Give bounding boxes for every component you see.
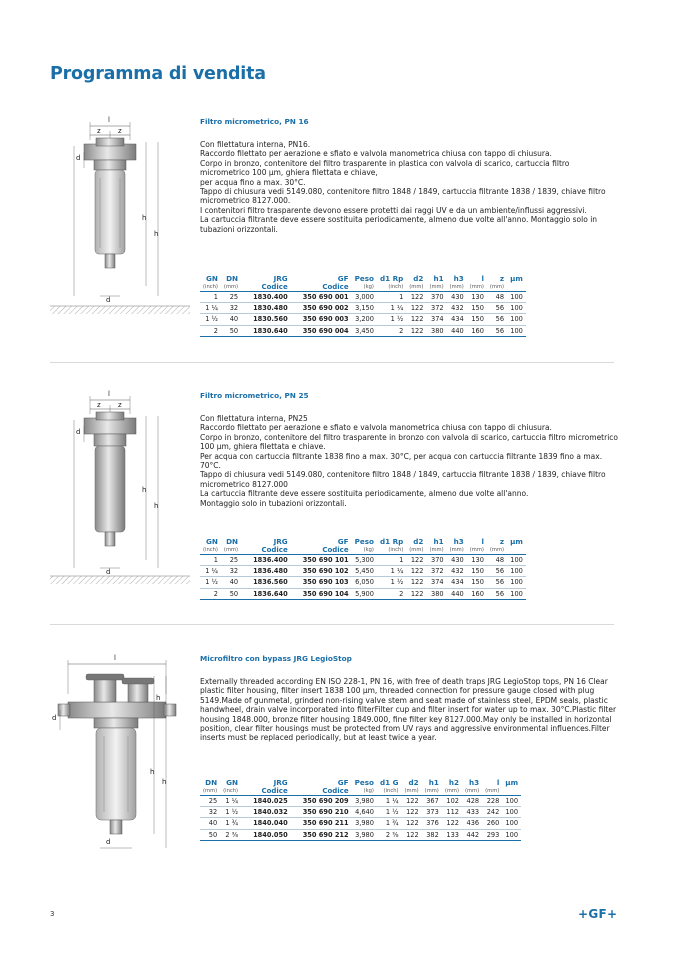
table-row	[200, 303, 526, 314]
cell: 160	[467, 588, 487, 599]
cell: 1 ½	[377, 577, 406, 588]
cell: 56	[487, 588, 507, 599]
cell: 293	[482, 829, 502, 840]
drawing-label-h1: h	[142, 214, 147, 222]
unit-cell: (inch)	[377, 546, 406, 555]
cell: 1840.050	[241, 829, 291, 840]
unit-cell: Codice	[241, 283, 291, 292]
column-header: JRG	[273, 273, 288, 283]
cell: 3,980	[352, 829, 377, 840]
section-description	[200, 414, 618, 508]
cell: 122	[406, 303, 426, 314]
paragraph: Tappo di chiusura vedi 5149.080, contenitore filtro 1848 / 1849, cartuccia filtrante 1838 / 1839, chiave filtro micrometrico 8127.000	[200, 470, 606, 489]
column-header: Peso	[354, 777, 374, 787]
table-row	[200, 818, 521, 829]
column-header: Peso	[354, 273, 374, 283]
cell: 376	[422, 818, 442, 829]
drawing-label-z: z	[118, 401, 122, 409]
cell: 122	[406, 566, 426, 577]
paragraph: I contenitori filtro trasparente devono essere protetti dai raggi UV e da un ambiente/influssi aggressivi.	[200, 205, 587, 215]
unit-cell: Codice	[291, 283, 352, 292]
paragraph: Corpo in bronzo, contenitore del filtro trasparente in plastica con valvola di scarico, cartuccia filtro micrometrico 100 µm, ghiera filettata e chiave,	[200, 158, 570, 178]
unit-cell: (mm)	[442, 787, 462, 796]
cell: 2	[377, 325, 406, 336]
cell: 100	[502, 829, 521, 840]
cell: 442	[462, 829, 482, 840]
cell: 1 ½	[377, 807, 402, 818]
table-row	[200, 292, 526, 303]
cell: 3,150	[352, 303, 377, 314]
cell: 112	[442, 807, 462, 818]
column-header: d2	[413, 536, 424, 546]
filter-pn16-drawing	[50, 118, 190, 322]
column-header: l	[481, 273, 484, 283]
drawing-label-h1: h	[142, 486, 147, 494]
table-row	[200, 555, 526, 566]
section-description	[200, 677, 618, 743]
cell: 100	[507, 566, 526, 577]
column-header: l	[481, 536, 484, 546]
cell: 436	[462, 818, 482, 829]
cell: 160	[467, 325, 487, 336]
cell: 440	[447, 325, 467, 336]
cell: 380	[426, 588, 446, 599]
cell: 133	[442, 829, 462, 840]
cell: 1 ¼	[377, 796, 402, 807]
cell: 350 690 001	[291, 292, 352, 303]
cell: 350 690 004	[291, 325, 352, 336]
cell: 1	[377, 292, 406, 303]
paragraph: Montaggio solo in tubazioni orizzontali.	[200, 498, 347, 508]
cell: 100	[502, 807, 521, 818]
cell: 4,640	[352, 807, 377, 818]
unit-cell: (mm)	[221, 283, 241, 292]
cell: 1	[200, 555, 221, 566]
cell: 1 ½	[200, 314, 221, 325]
drawing-label-d1: d	[52, 714, 57, 722]
column-header: h2	[448, 777, 459, 787]
column-header: GF	[337, 777, 349, 787]
column-header: h1	[428, 777, 439, 787]
spec-table	[200, 273, 526, 337]
cell: 1 ¼	[377, 303, 406, 314]
cell: 370	[426, 555, 446, 566]
paragraph: Con filettatura interna, PN16.	[200, 140, 311, 149]
cell: 1836.400	[241, 555, 291, 566]
cell: 350 690 102	[291, 566, 352, 577]
cell: 2	[200, 588, 221, 599]
unit-cell	[502, 787, 521, 796]
cell: 350 690 212	[291, 829, 352, 840]
column-header: JRG	[273, 536, 288, 546]
cell: 40	[200, 818, 220, 829]
cell: 122	[406, 555, 426, 566]
column-header: d1 Rp	[379, 536, 404, 546]
cell: 1830.400	[241, 292, 291, 303]
paragraph: Tappo di chiusura vedi 5149.080, contenitore filtro 1848 / 1849, cartuccia filtrante 1838 / 1839, chiave filtro micrometrico 8127.000.	[200, 187, 606, 206]
unit-cell: (inch)	[200, 283, 221, 292]
drawing-label-h3: h	[154, 502, 159, 510]
cell: 56	[487, 303, 507, 314]
cell: 1836.640	[241, 588, 291, 599]
spec-table	[200, 536, 526, 600]
column-header: d1 G	[379, 777, 399, 787]
drawing-label-d2: d	[106, 838, 111, 846]
cell: 373	[422, 807, 442, 818]
drawing-label-h3: h	[154, 230, 159, 238]
column-header: GN	[226, 777, 239, 787]
cell: 350 690 210	[291, 807, 352, 818]
units-row	[200, 546, 526, 555]
unit-cell: (mm)	[447, 283, 467, 292]
cell: 100	[507, 325, 526, 336]
cell: 1836.480	[241, 566, 291, 577]
cell: 122	[406, 292, 426, 303]
header-row	[200, 273, 526, 283]
column-header: DN	[205, 777, 218, 787]
cell: 1 ½	[377, 314, 406, 325]
cell: 5,900	[352, 588, 377, 599]
column-header: d2	[413, 273, 424, 283]
section-title: Microfiltro con bypass JRG LegioStop	[200, 654, 352, 663]
page-number: 3	[50, 910, 55, 918]
cell: 122	[402, 796, 422, 807]
column-header: µm	[505, 777, 519, 787]
cell: 25	[221, 555, 241, 566]
section-description	[200, 140, 618, 234]
unit-cell	[507, 283, 526, 292]
cell: 428	[462, 796, 482, 807]
unit-cell: (mm)	[487, 283, 507, 292]
table-row	[200, 796, 521, 807]
unit-cell: (mm)	[467, 283, 487, 292]
cell: 2	[377, 588, 406, 599]
cell: 350 690 209	[291, 796, 352, 807]
cell: 5,450	[352, 566, 377, 577]
cell: 48	[487, 292, 507, 303]
cell: 1830.640	[241, 325, 291, 336]
drawing-label-h2: h	[156, 694, 161, 702]
cell: 100	[507, 314, 526, 325]
cell: 122	[406, 577, 426, 588]
cell: 122	[406, 325, 426, 336]
cell: 350 690 101	[291, 555, 352, 566]
cell: 260	[482, 818, 502, 829]
cell: 1	[200, 292, 221, 303]
units-row	[200, 283, 526, 292]
cell: 382	[422, 829, 442, 840]
cell: 1830.560	[241, 314, 291, 325]
table-row	[200, 829, 521, 840]
cell: 1	[377, 555, 406, 566]
cell: 2 ⅜	[220, 829, 241, 840]
paragraph: La cartuccia filtrante deve essere sostituita periodicamente, almeno due volte all'anno. Montaggio solo in tubazioni orizzontali.	[200, 215, 598, 234]
column-header: JRG	[273, 777, 288, 787]
cell: 150	[467, 303, 487, 314]
drawing-label-z: z	[97, 127, 101, 135]
spec-table	[200, 777, 521, 841]
cell: 350 690 003	[291, 314, 352, 325]
unit-cell: (inch)	[200, 546, 221, 555]
cell: 102	[442, 796, 462, 807]
cell: 40	[221, 577, 241, 588]
cell: 370	[426, 292, 446, 303]
column-header: d2	[408, 777, 419, 787]
cell: 440	[447, 588, 467, 599]
column-header: z	[499, 273, 505, 283]
column-header: µm	[510, 536, 523, 546]
header-row	[200, 536, 526, 546]
cell: 25	[200, 796, 220, 807]
cell: 56	[487, 577, 507, 588]
unit-cell: (mm)	[482, 787, 502, 796]
cell: 50	[221, 325, 241, 336]
cell: 150	[467, 577, 487, 588]
cell: 100	[507, 555, 526, 566]
cell: 122	[402, 818, 422, 829]
cell: 3,450	[352, 325, 377, 336]
unit-cell: (inch)	[220, 787, 241, 796]
cell: 350 690 104	[291, 588, 352, 599]
column-header: l	[496, 777, 500, 787]
cell: 100	[507, 577, 526, 588]
cell: 50	[200, 829, 220, 840]
drawing-label-z: z	[118, 127, 122, 135]
cell: 374	[426, 314, 446, 325]
cell: 430	[447, 292, 467, 303]
cell: 1840.032	[241, 807, 291, 818]
cell: 56	[487, 325, 507, 336]
drawing-label-l: l	[108, 390, 110, 398]
cell: 434	[447, 577, 467, 588]
cell: 1 ¾	[220, 818, 241, 829]
cell: 433	[462, 807, 482, 818]
column-header: h1	[433, 536, 444, 546]
cell: 122	[406, 588, 426, 599]
cell: 56	[487, 314, 507, 325]
header-row	[200, 777, 521, 787]
cell: 1 ½	[200, 577, 221, 588]
column-header: d1 Rp	[379, 273, 404, 283]
column-header: h3	[453, 273, 464, 283]
unit-cell: (kg)	[352, 787, 377, 796]
cell: 430	[447, 555, 467, 566]
unit-cell: (mm)	[406, 283, 426, 292]
column-header: h1	[433, 273, 444, 283]
section-title: Filtro micrometrico, PN 16	[200, 117, 309, 126]
column-header: h3	[469, 777, 480, 787]
filter-pn25-drawing	[50, 392, 190, 596]
cell: 3,980	[352, 818, 377, 829]
column-header: GF	[337, 273, 349, 283]
cell: 1 ¼	[200, 566, 221, 577]
cell: 32	[221, 566, 241, 577]
cell: 372	[426, 566, 446, 577]
cell: 242	[482, 807, 502, 818]
column-header: Peso	[354, 536, 374, 546]
cell: 150	[467, 566, 487, 577]
paragraph: Raccordo filettato per aerazione e sfiato e valvola manometrica chiusa con tappo di chiusura.	[200, 423, 552, 433]
column-header: DN	[226, 273, 239, 283]
column-header: GN	[206, 536, 218, 546]
unit-cell: (mm)	[467, 546, 487, 555]
cell: 3,200	[352, 314, 377, 325]
gf-logo: +GF+	[578, 907, 618, 921]
cell: 367	[422, 796, 442, 807]
cell: 432	[447, 566, 467, 577]
cell: 32	[200, 807, 220, 818]
unit-cell: (mm)	[462, 787, 482, 796]
cell: 2 ⅜	[377, 829, 402, 840]
cell: 100	[507, 292, 526, 303]
drawing-label-d1: d	[76, 428, 81, 436]
unit-cell: (mm)	[406, 546, 426, 555]
cell: 350 690 103	[291, 577, 352, 588]
units-row	[200, 787, 521, 796]
cell: 2	[200, 325, 221, 336]
page-title: Programma di vendita	[50, 64, 266, 84]
drawing-label-l: l	[114, 654, 116, 662]
unit-cell: (kg)	[352, 283, 377, 292]
cell: 5,300	[352, 555, 377, 566]
unit-cell	[507, 546, 526, 555]
paragraph: per acqua fino a max. 30°C.	[200, 177, 306, 187]
section-divider	[50, 362, 614, 363]
cell: 380	[426, 325, 446, 336]
table-row	[200, 566, 526, 577]
cell: 100	[502, 818, 521, 829]
cell: 6,050	[352, 577, 377, 588]
column-header: GF	[337, 536, 349, 546]
unit-cell: (mm)	[221, 546, 241, 555]
unit-cell: Codice	[291, 787, 352, 796]
cell: 122	[406, 314, 426, 325]
cell: 1830.480	[241, 303, 291, 314]
cell: 40	[221, 314, 241, 325]
paragraph: Con filettatura interna, PN25	[200, 414, 308, 423]
unit-cell: Codice	[241, 546, 291, 555]
cell: 1 ¼	[220, 796, 241, 807]
drawing-label-d1: d	[76, 154, 81, 162]
drawing-label-z: z	[97, 401, 101, 409]
column-header: z	[499, 536, 505, 546]
cell: 372	[426, 303, 446, 314]
cell: 130	[467, 555, 487, 566]
cell: 150	[467, 314, 487, 325]
cell: 1 ¼	[200, 303, 221, 314]
unit-cell: (mm)	[422, 787, 442, 796]
paragraph: Corpo in bronzo, contenitore del filtro trasparente in bronzo con valvola di scarico, cartuccia filtro micrometrico 100 µm, ghiera filettata e chiave.	[200, 432, 618, 452]
cell: 3,000	[352, 292, 377, 303]
cell: 48	[487, 555, 507, 566]
drawing-label-h1: h	[150, 768, 155, 776]
paragraph: Externally threaded according EN ISO 228-1, PN 16, with free of death traps JRG LegioStop tops, PN 16 Clear plastic filter housing, filter insert 1838 100 µm, threaded connection for pressure gauge closed with plug 5149.Made of gunmetal, grinded non-rising valve stem and seat made of stainless steel, EPDM seals, plastic handwheel, drain valve incorporated into filterFilter cup and filter insert for water up to max. 30°C.Plastic filter housing 1848.000, bronze filter housing 1849.000, fine filter key 8127.000.May only be installed in horizontal position, clear filter housings must be protected from UV rays and aggressive environmental influences.Filter inserts must be replaced periodically, but at least twice a year.	[200, 677, 617, 743]
unit-cell: (inch)	[377, 283, 406, 292]
unit-cell: (mm)	[487, 546, 507, 555]
unit-cell: Codice	[291, 546, 352, 555]
cell: 1840.025	[241, 796, 291, 807]
unit-cell: (inch)	[377, 787, 402, 796]
cell: 100	[502, 796, 521, 807]
cell: 1 ½	[220, 807, 241, 818]
unit-cell: (mm)	[200, 787, 220, 796]
drawing-label-d2: d	[106, 568, 111, 576]
column-header: µm	[510, 273, 523, 283]
table-row	[200, 577, 526, 588]
cell: 122	[402, 807, 422, 818]
cell: 434	[447, 314, 467, 325]
cell: 130	[467, 292, 487, 303]
unit-cell: Codice	[241, 787, 291, 796]
table-row	[200, 807, 521, 818]
paragraph: Raccordo filettato per aerazione e sfiato e valvola manometrica chiusa con tappo di chiusura.	[200, 149, 552, 159]
cell: 374	[426, 577, 446, 588]
column-header: DN	[226, 536, 239, 546]
cell: 1840.040	[241, 818, 291, 829]
cell: 3,980	[352, 796, 377, 807]
unit-cell: (mm)	[426, 283, 446, 292]
table-row	[200, 588, 526, 599]
drawing-label-h3: h	[162, 778, 167, 786]
paragraph: Per acqua con cartuccia filtrante 1838 fino a max. 30°C, per acqua con cartuccia filtrante 1839 fino a max. 70°C.	[200, 451, 603, 471]
drawing-label-l: l	[108, 116, 110, 124]
cell: 228	[482, 796, 502, 807]
drawing-label-d2: d	[106, 296, 111, 304]
table-row	[200, 325, 526, 336]
unit-cell: (mm)	[402, 787, 422, 796]
cell: 1 ¼	[377, 566, 406, 577]
column-header: h3	[453, 536, 464, 546]
cell: 1 ¾	[377, 818, 402, 829]
cell: 100	[507, 588, 526, 599]
cell: 100	[507, 303, 526, 314]
unit-cell: (kg)	[352, 546, 377, 555]
cell: 32	[221, 303, 241, 314]
column-header: GN	[206, 273, 218, 283]
cell: 56	[487, 566, 507, 577]
cell: 122	[442, 818, 462, 829]
paragraph: La cartuccia filtrante deve essere sostituita periodicamente, almeno due volte all'anno.	[200, 489, 529, 499]
cell: 50	[221, 588, 241, 599]
unit-cell: (mm)	[447, 546, 467, 555]
cell: 432	[447, 303, 467, 314]
cell: 350 690 211	[291, 818, 352, 829]
section-title: Filtro micrometrico, PN 25	[200, 391, 309, 400]
unit-cell: (mm)	[426, 546, 446, 555]
cell: 122	[402, 829, 422, 840]
table-row	[200, 314, 526, 325]
cell: 25	[221, 292, 241, 303]
cell: 350 690 002	[291, 303, 352, 314]
cell: 1836.560	[241, 577, 291, 588]
legiostop-filter-drawing	[50, 654, 190, 863]
section-divider	[50, 624, 614, 625]
